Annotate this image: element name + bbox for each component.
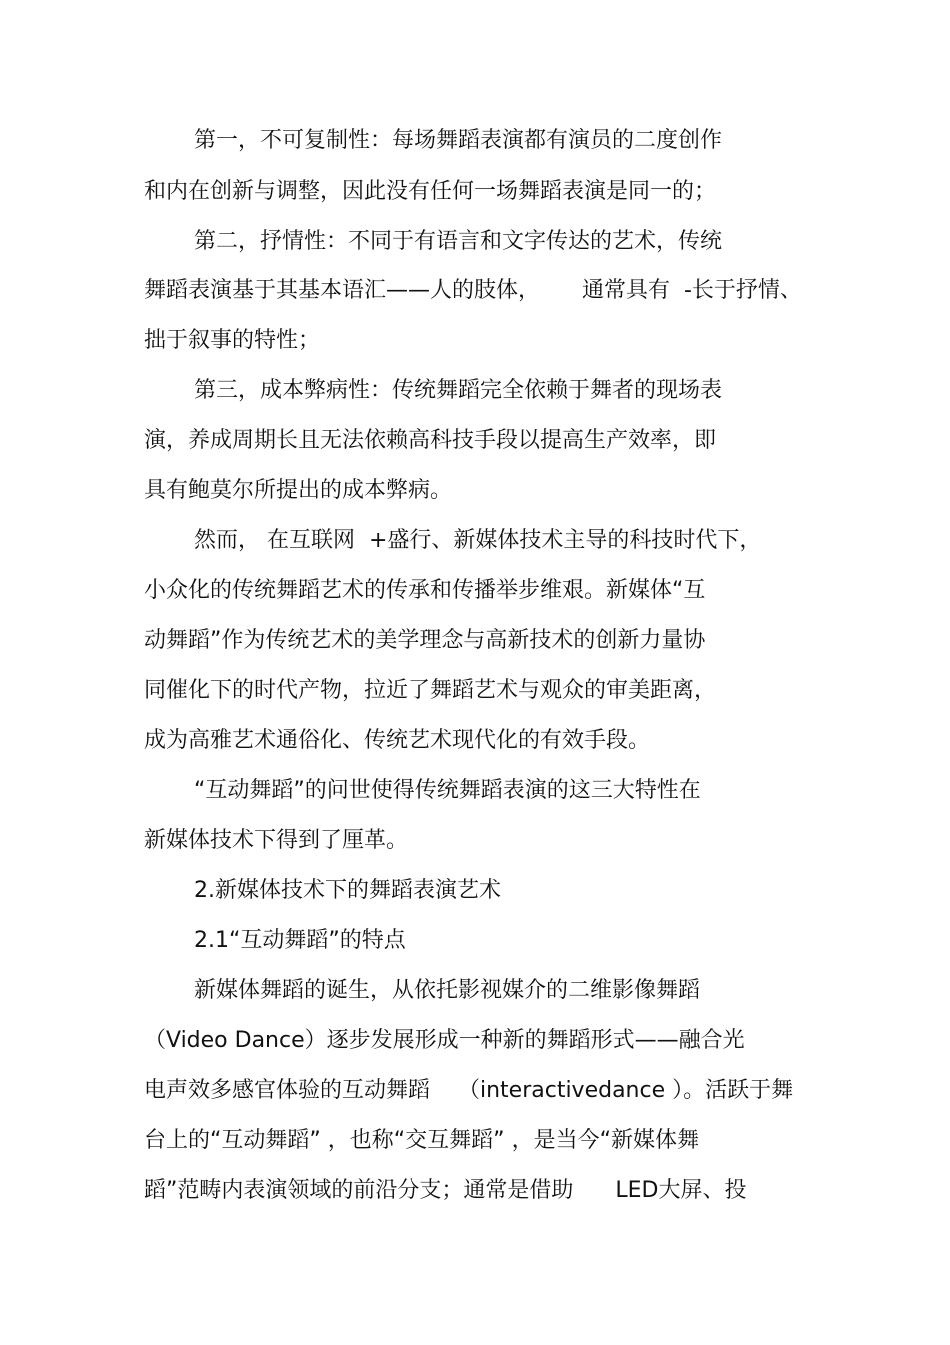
- text-line: 动舞蹈”作为传统艺术的美学理念与高新技术的创新力量协: [144, 628, 706, 653]
- text-line: 第二，抒情性：不同于有语言和文字传达的艺术，传统: [194, 229, 723, 254]
- text-line: 拙于叙事的特性；: [144, 328, 321, 353]
- section-heading: 2.新媒体技术下的舞蹈表演艺术: [194, 878, 501, 903]
- text-line: 新媒体舞蹈的诞生，从依托影视媒介的二维影像舞蹈: [194, 978, 701, 1003]
- text-line: 第一，不可复制性：每场舞蹈表演都有演员的二度创作: [194, 128, 723, 153]
- text-line: 第三，成本弊病性：传统舞蹈完全依赖于舞者的现场表: [194, 378, 723, 403]
- text-line: 小众化的传统舞蹈艺术的传承和传播举步维艰。新媒体“互: [144, 578, 706, 603]
- text-line: 和内在创新与调整，因此没有任何一场舞蹈表演是同一的；: [144, 179, 717, 204]
- text-line: 演，养成周期长且无法依赖高科技手段以提高生产效率，即: [144, 428, 717, 453]
- text-line: 新媒体技术下得到了厘革。: [144, 828, 409, 853]
- text-line: （Video Dance）逐步发展形成一种新的舞蹈形式——融合光: [144, 1028, 745, 1053]
- text-line: 同催化下的时代产物，拉近了舞蹈艺术与观众的审美距离，: [144, 678, 717, 703]
- text-line: 电声效多感官体验的互动舞蹈 （interactivedance ）。活跃于舞: [144, 1078, 794, 1103]
- text-line: “互动舞蹈”的问世使得传统舞蹈表演的这三大特性在: [194, 778, 701, 803]
- text-line: 具有鲍莫尔所提出的成本弊病。: [144, 478, 453, 503]
- text-line: 蹈”范畴内表演领域的前沿分支；通常是借助 LED大屏、投: [144, 1178, 747, 1203]
- subsection-heading: 2.1“互动舞蹈”的特点: [194, 928, 406, 953]
- text-line: 然而， 在互联网 +盛行、新媒体技术主导的科技时代下，: [194, 528, 762, 553]
- text-line: 舞蹈表演基于其基本语汇——人的肢体， 通常具有 -长于抒情、: [144, 278, 802, 303]
- text-line: 成为高雅艺术通俗化、传统艺术现代化的有效手段。: [144, 728, 651, 753]
- text-line: 台上的“互动舞蹈” ，也称“交互舞蹈” ，是当今“新媒体舞: [144, 1128, 699, 1153]
